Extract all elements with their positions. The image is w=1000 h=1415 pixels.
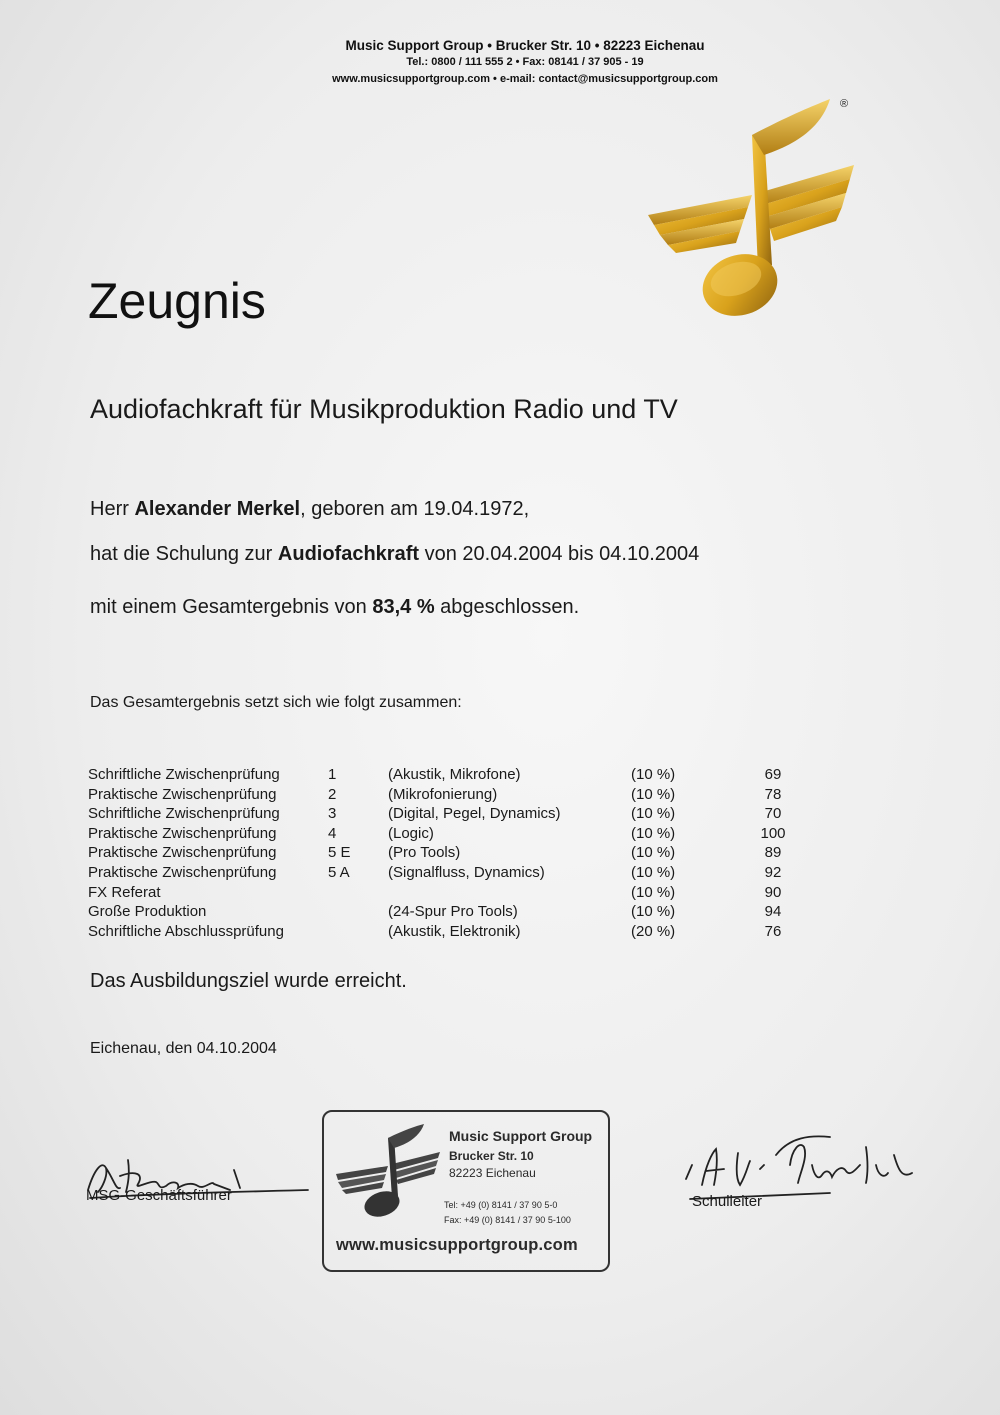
place-date: Eichenau, den 04.10.2004 xyxy=(90,1040,277,1057)
registered-mark: ® xyxy=(840,98,849,110)
total-score: 83,4 % xyxy=(372,596,435,618)
company-stamp xyxy=(322,1110,610,1272)
director-caption: MSG-Geschäftsführer xyxy=(86,1187,232,1204)
stamp-company: Music Support Group xyxy=(449,1128,593,1144)
statement-line-2: hat die Schulung zur Audiofachkraft von 20.04.2004 bis 04.10.2004 xyxy=(90,543,700,565)
statement-line-1: Herr Alexander Merkel, geboren am 19.04.1972, xyxy=(90,498,530,520)
stamp-logo-icon xyxy=(332,1122,442,1217)
course-name: Audiofachkraft xyxy=(277,543,420,565)
student-name: Alexander Merkel xyxy=(134,498,301,520)
grades-intro: Das Gesamtergebnis setzt sich wie folgt zusammen: xyxy=(90,694,462,711)
result-statement: Das Ausbildungsziel wurde erreicht. xyxy=(90,970,407,992)
stamp-website: www.musicsupportgroup.com xyxy=(336,1236,578,1254)
page-title: Zeugnis xyxy=(88,273,266,329)
headmaster-caption: Schulleiter xyxy=(692,1193,763,1210)
page-subtitle: Audiofachkraft für Musikproduktion Radio und TV xyxy=(90,394,678,424)
certificate-page: Music Support Group • Brucker Str. 10 • 82223 Eichenau Tel.: 0800 / 111 555 2 • Fax: 08141 / 37 905 - 19 www.musicsupportgroup.com • e-mail: contact@musicsupportgroup.com ® Zeugnis Audiofachkraft für Musikproduktion Radio und TV Herr Alexander Merkel, geboren am 19.04.1972, hat die Schulung zur Audiofachkraft von 20.04.2004 bis 04.10.2004 mit einem Gesamtergebnis von 83,4 % abgeschlossen. Das Gesamtergebnis setzt sich wie folgt zusammen: Schriftliche Zwischenprüfung 1 (Akustik, Mikrofone) (10 %) 69 Praktische Zwischenprüfung 2 (Mikrofonierung) (10 %) 78 Schriftliche Zwischenprüfung 3 (Digital, Pegel, Dynamics) (10 %) 70 Praktische Zwischenprüfung 4 (Logic) (10 %) 100 Praktische Zwischenprüfung 5 E (Pro Tools) (10 %) 89 Praktische Zwischenprüfung 5 A (Signalfluss, Dynamics) (10 %) 92 FX Referat (10 %) 90 Große Produktion (24-Spur Pro Tools) (10 %) 94 Schriftliche Abschlussprüfung (Akustik, Elektronik) (20 %) 76 Das Ausbildungsziel wurde erreicht. Eichenau, den 04.10.2004 MSG-Geschäftsführer Music Support Group Brucker Str. 10 82223 Eichenau Tel: +49 (0) 8141 / 37 90 5-0 Fax: +49 (0) 8141 / 37 90 5-100 www.musicsupportgroup.com Schulleiter xyxy=(0,0,1000,1415)
winged-music-note-logo-icon xyxy=(640,95,855,320)
stamp-city: 82223 Eichenau xyxy=(449,1166,536,1180)
header-phone-fax: Tel.: 0800 / 111 555 2 • Fax: 08141 / 37 905 - 19 xyxy=(406,56,644,68)
header-address: Music Support Group • Brucker Str. 10 • 82223 Eichenau xyxy=(345,38,705,53)
stamp-fax: Fax: +49 (0) 8141 / 37 90 5-100 xyxy=(444,1215,571,1225)
stamp-tel: Tel: +49 (0) 8141 / 37 90 5-0 xyxy=(444,1200,558,1210)
stamp-street: Brucker Str. 10 xyxy=(449,1149,534,1163)
statement-line-3: mit einem Gesamtergebnis von 83,4 % abgeschlossen. xyxy=(90,596,580,618)
header-web-email: www.musicsupportgroup.com • e-mail: contact@musicsupportgroup.com xyxy=(332,73,718,85)
